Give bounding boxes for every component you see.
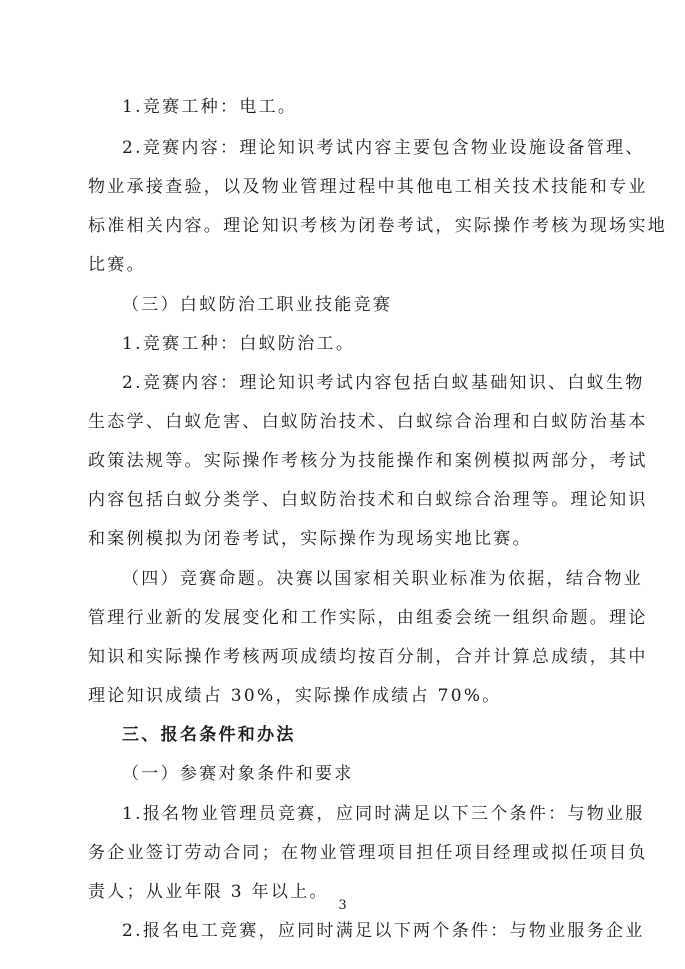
paragraph-line: 理论知识成绩占 30%，实际操作成绩占 70%。 xyxy=(88,686,502,706)
paragraph-line: 1.竞赛工种：白蚁防治工。 xyxy=(122,334,356,354)
paragraph-line: 责人；从业年限 3 年以上。 xyxy=(88,882,329,902)
section-heading: （一）参赛对象条件和要求 xyxy=(122,764,354,784)
paragraph-line: 2.报名电工竞赛，应同时满足以下两个条件：与物业服务企业 xyxy=(122,921,645,941)
paragraph-line: 1.竞赛工种：电工。 xyxy=(122,97,298,117)
paragraph-line: 2.竞赛内容：理论知识考试内容主要包含物业设施设备管理、 xyxy=(122,138,645,158)
paragraph-line: 政策法规等。实际操作考核分为技能操作和案例模拟两部分，考试 xyxy=(88,451,648,471)
paragraph-line: 比赛。 xyxy=(88,255,146,275)
page-number: 3 xyxy=(338,898,347,913)
section-heading: （三）白蚁防治工职业技能竞赛 xyxy=(122,295,393,315)
paragraph-line: 和案例模拟为闭卷考试，实际操作为现场实地比赛。 xyxy=(88,529,532,549)
paragraph-line: 知识和实际操作考核两项成绩均按百分制，合并计算总成绩，其中 xyxy=(88,647,648,667)
paragraph-line: 管理行业新的发展变化和工作实际，由组委会统一组织命题。理论 xyxy=(88,608,648,628)
chapter-heading: 三、报名条件和办法 xyxy=(122,725,296,745)
paragraph-line: 标准相关内容。理论知识考核为闭卷考试，实际操作考核为现场实地 xyxy=(88,216,667,236)
paragraph-line: 1.报名物业管理员竞赛，应同时满足以下三个条件：与物业服 xyxy=(122,804,645,824)
paragraph-line: 生态学、白蚁危害、白蚁防治技术、白蚁综合治理和白蚁防治基本 xyxy=(88,412,648,432)
paragraph-line: 2.竞赛内容：理论知识考试内容包括白蚁基础知识、白蚁生物 xyxy=(122,373,645,393)
paragraph-line: 务企业签订劳动合同；在物业管理项目担任项目经理或拟任项目负 xyxy=(88,843,648,863)
paragraph-line: （四）竞赛命题。决赛以国家相关职业标准为依据，结合物业 xyxy=(122,569,644,589)
paragraph-line: 内容包括白蚁分类学、白蚁防治技术和白蚁综合治理等。理论知识 xyxy=(88,490,648,510)
paragraph-line: 物业承接查验，以及物业管理过程中其他电工相关技术技能和专业 xyxy=(88,177,648,197)
